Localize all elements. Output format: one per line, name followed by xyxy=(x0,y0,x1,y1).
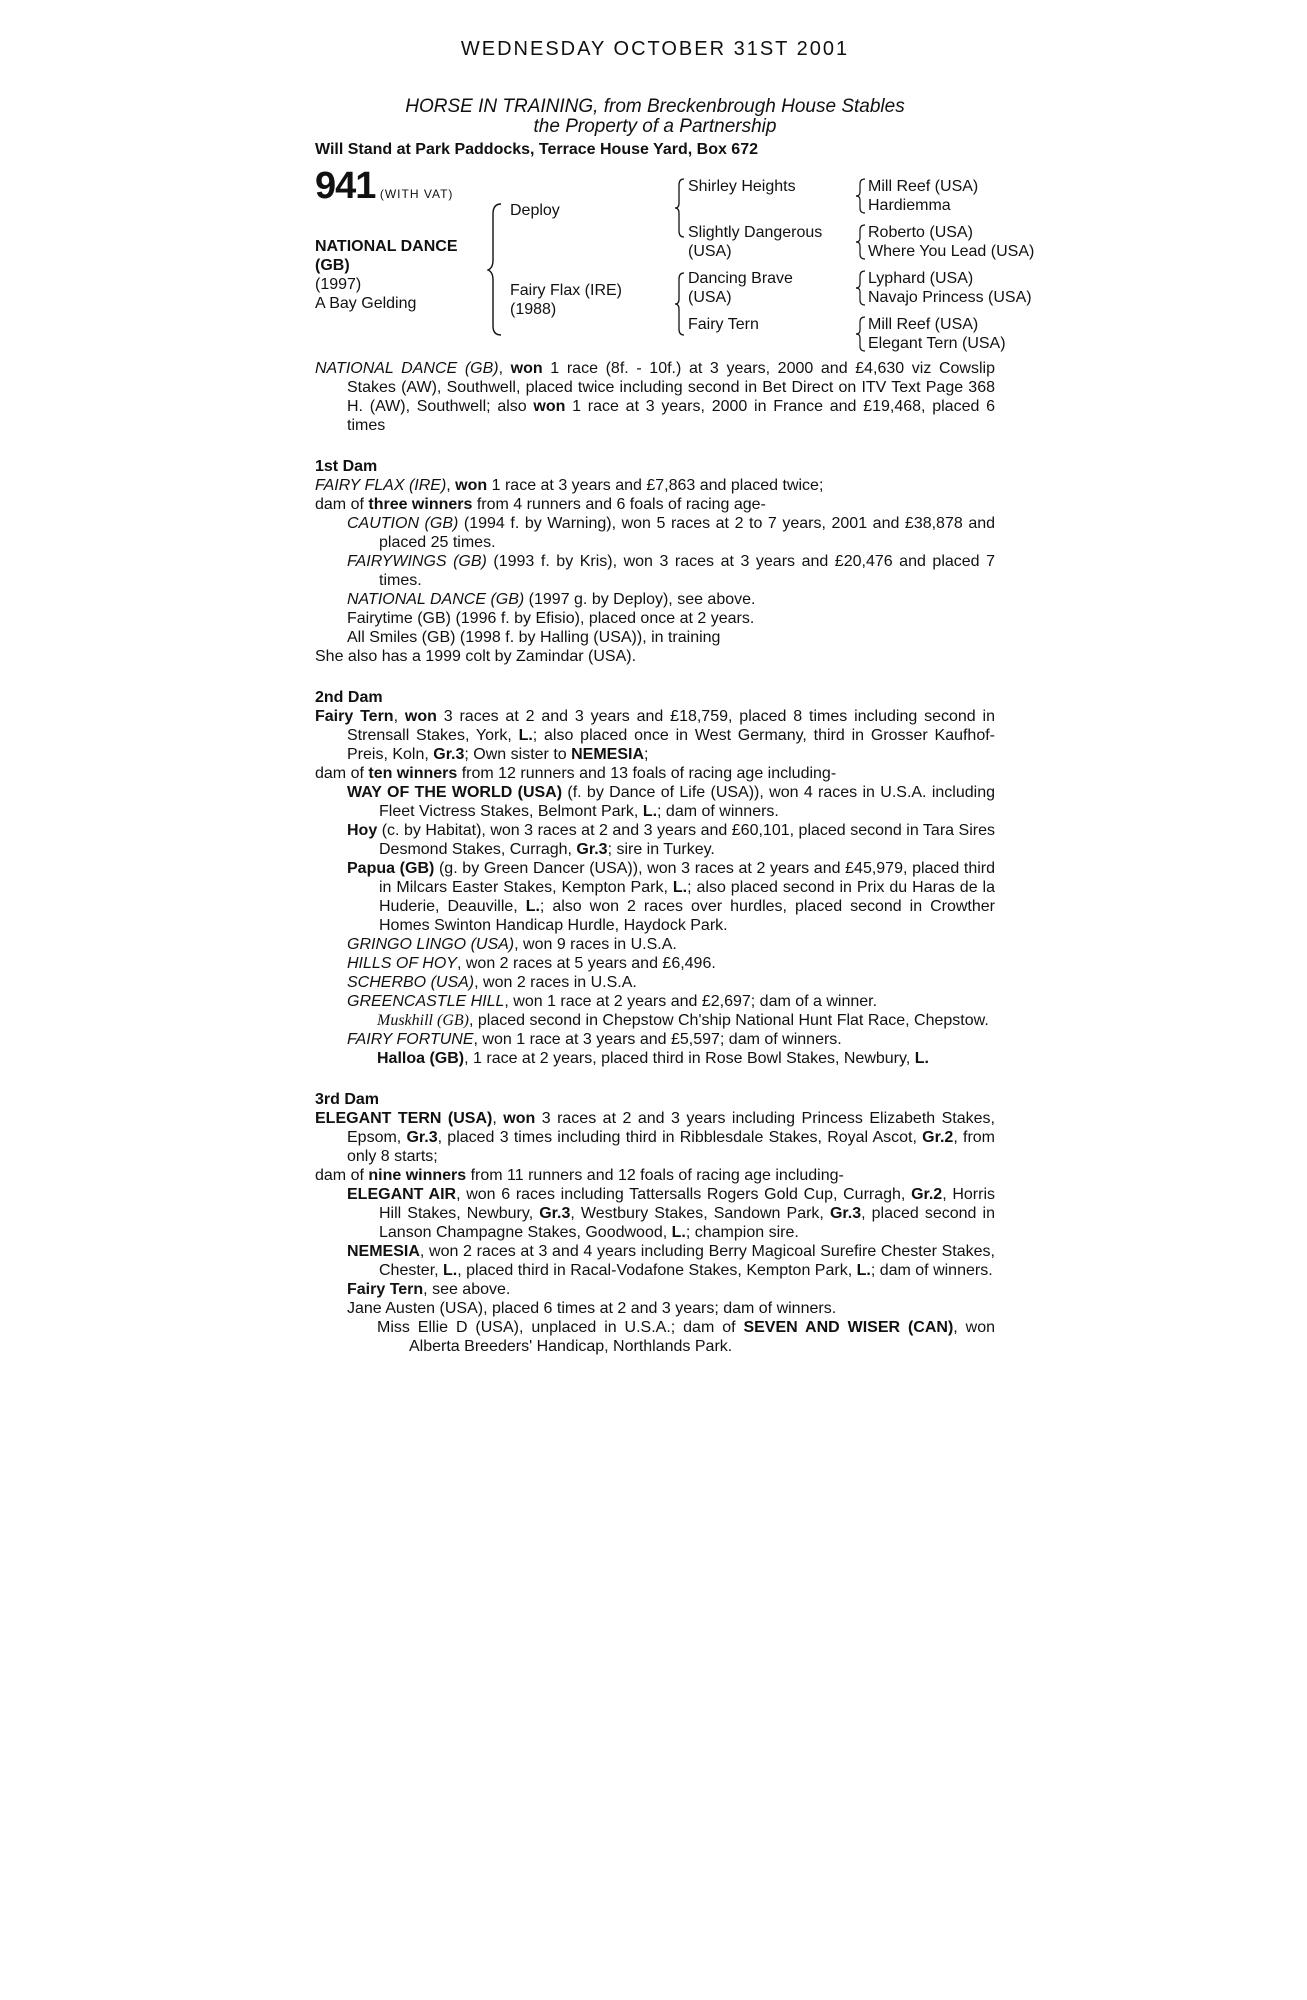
third-dam-heading: 3rd Dam xyxy=(315,1091,380,1108)
vat-note: (WITH VAT) xyxy=(379,187,454,201)
produce-entry: FAIRY FORTUNE, won 1 race at 3 years and £5,597; dam of winners. xyxy=(347,1031,842,1048)
horse-description: A Bay Gelding xyxy=(315,295,417,312)
ggp-brace-2 xyxy=(855,223,867,261)
ownership-line: the Property of a Partnership xyxy=(533,116,777,137)
dam-sire-country: (USA) xyxy=(688,289,732,306)
catalogue-page xyxy=(315,38,1035,1356)
ggp-sdd: Where You Lead (USA) xyxy=(868,243,1035,260)
first-dam-record: FAIRY FLAX (IRE), won 1 race at 3 years and £7,863 and placed twice; xyxy=(315,477,824,494)
horse-year: (1997) xyxy=(315,276,362,293)
sire-dam-brace xyxy=(487,202,505,337)
ggp-brace-4 xyxy=(855,315,867,353)
catalogue-narrative xyxy=(315,359,995,1356)
dam-year: (1988) xyxy=(510,301,557,318)
consignor-line: HORSE IN TRAINING, from Breckenbrough House Stables xyxy=(405,96,905,117)
produce-entry: NATIONAL DANCE (GB) (1997 g. by Deploy), see above. xyxy=(347,591,756,608)
ggp-sds: Roberto (USA) xyxy=(868,224,973,241)
dam-grandparents-brace xyxy=(674,271,686,337)
produce-entry: FAIRYWINGS (GB) (1993 f. by Kris), won 3 races at 3 years and £20,476 and placed 7 times. xyxy=(347,553,996,589)
produce-entry: Fairy Tern, see above. xyxy=(347,1281,511,1298)
produce-entry: Papua (GB) (g. by Green Dancer (USA)), won 3 races at 2 years and £45,979, placed third in Milcars Easter Stakes, Kempton Park, L.; also placed second in Prix du Haras de la Huderie, Deauville, L.; also won 2 races over hurdles, placed second in Crowther Homes Swinton Handicap Hurdle, Haydock Park. xyxy=(347,860,996,934)
produce-entry: HILLS OF HOY, won 2 races at 5 years and £6,496. xyxy=(347,955,716,972)
dam-dam: Fairy Tern xyxy=(688,316,759,333)
race-summary: NATIONAL DANCE (GB), won 1 race (8f. - 10f.) at 3 years, 2000 and £4,630 viz Cowslip Stakes (AW), Southwell, placed twice including second in Bet Direct on ITV Text Page 368 H. (AW), Southwell; also won 1 race at 3 years, 2000 in France and £19,468, placed 6 times xyxy=(315,360,996,434)
third-dam-produce-intro: dam of nine winners from 11 runners and 12 foals of racing age including- xyxy=(315,1167,844,1184)
ggp-brace-1 xyxy=(855,177,867,215)
ggp-dss: Lyphard (USA) xyxy=(868,270,974,287)
first-dam-produce-intro: dam of three winners from 4 runners and 6 foals of racing age- xyxy=(315,496,766,513)
produce-entry: Jane Austen (USA), placed 6 times at 2 and 3 years; dam of winners. xyxy=(347,1300,837,1317)
location-line: Will Stand at Park Paddocks, Terrace House Yard, Box 672 xyxy=(315,141,758,158)
lot-number-row xyxy=(315,165,454,207)
produce-entry: Hoy (c. by Habitat), won 3 races at 2 and 3 years and £60,101, placed second in Tara Sires Desmond Stakes, Curragh, Gr.3; sire in Turkey. xyxy=(347,822,995,858)
sire: Deploy xyxy=(510,202,560,219)
produce-entry-grandchild: Muskhill (GB), placed second in Chepstow Ch'ship National Hunt Flat Race, Chepstow. xyxy=(377,1012,989,1029)
second-dam-record: Fairy Tern, won 3 races at 2 and 3 years and £18,759, placed 8 times including second in Strensall Stakes, York, L.; also placed once in West Germany, third in Grosser Kaufhof-Preis, Koln, Gr.3; Own sister to NEMESIA; xyxy=(315,708,996,763)
sire-grandparents-brace xyxy=(674,177,686,239)
produce-entry: ELEGANT AIR, won 6 races including Tattersalls Rogers Gold Cup, Curragh, Gr.2, Horris Hill Stakes, Newbury, Gr.3, Westbury Stakes, Sandown Park, Gr.3, placed second in Lanson Champagne Stakes, Goodwood, L.; champion sire. xyxy=(347,1186,995,1241)
produce-entry: GRINGO LINGO (USA), won 9 races in U.S.A. xyxy=(347,936,677,953)
sale-date: WEDNESDAY OCTOBER 31ST 2001 xyxy=(460,38,850,60)
ggp-dds: Mill Reef (USA) xyxy=(868,316,979,333)
second-dam-heading: 2nd Dam xyxy=(315,689,383,706)
first-dam-heading: 1st Dam xyxy=(315,458,378,475)
produce-entry: NEMESIA, won 2 races at 3 and 4 years including Berry Magicoal Surefire Chester Stakes, Chester, L., placed third in Racal-Vodafone Stakes, Kempton Park, L.; dam of winners. xyxy=(347,1243,995,1279)
ggp-sss: Mill Reef (USA) xyxy=(868,178,979,195)
dam: Fairy Flax (IRE) xyxy=(510,282,622,299)
produce-entry-grandchild: Halloa (GB), 1 race at 2 years, placed third in Rose Bowl Stakes, Newbury, L. xyxy=(377,1050,929,1067)
produce-entry-grandchild: Miss Ellie D (USA), unplaced in U.S.A.; dam of SEVEN AND WISER (CAN), won Alberta Breeders' Handicap, Northlands Park. xyxy=(377,1319,995,1355)
sire-sire: Shirley Heights xyxy=(688,178,796,195)
second-dam-produce-intro: dam of ten winners from 12 runners and 13 foals of racing age including- xyxy=(315,765,837,782)
horse-country: (GB) xyxy=(315,257,350,274)
produce-entry: All Smiles (GB) (1998 f. by Halling (USA)), in training xyxy=(347,629,721,646)
ggp-ddd: Elegant Tern (USA) xyxy=(868,335,1006,352)
ggp-ssd: Hardiemma xyxy=(868,197,951,214)
produce-entry: Fairytime (GB) (1996 f. by Efisio), placed once at 2 years. xyxy=(347,610,755,627)
dam-sire: Dancing Brave xyxy=(688,270,793,287)
produce-entry: WAY OF THE WORLD (USA) (f. by Dance of Life (USA)), won 4 races in U.S.A. including Fleet Victress Stakes, Belmont Park, L.; dam of winners. xyxy=(347,784,995,820)
horse-name: NATIONAL DANCE xyxy=(315,238,458,255)
ggp-dsd: Navajo Princess (USA) xyxy=(868,289,1032,306)
sire-dam-country: (USA) xyxy=(688,243,732,260)
sire-dam: Slightly Dangerous xyxy=(688,224,823,241)
third-dam-record: ELEGANT TERN (USA), won 3 races at 2 and 3 years including Princess Elizabeth Stakes, Epsom, Gr.3, placed 3 times including third in Ribblesdale Stakes, Royal Ascot, Gr.2, from only 8 starts; xyxy=(315,1110,995,1165)
lot-number: 941 xyxy=(315,165,376,207)
ggp-brace-3 xyxy=(855,269,867,307)
pedigree-table xyxy=(315,165,1035,359)
produce-entry: SCHERBO (USA), won 2 races in U.S.A. xyxy=(347,974,637,991)
produce-entry: CAUTION (GB) (1994 f. by Warning), won 5 races at 2 to 7 years, 2001 and £38,878 and placed 25 times. xyxy=(347,515,996,551)
produce-entry: GREENCASTLE HILL, won 1 race at 2 years and £2,697; dam of a winner. xyxy=(347,993,878,1010)
first-dam-note: She also has a 1999 colt by Zamindar (USA). xyxy=(315,648,637,665)
